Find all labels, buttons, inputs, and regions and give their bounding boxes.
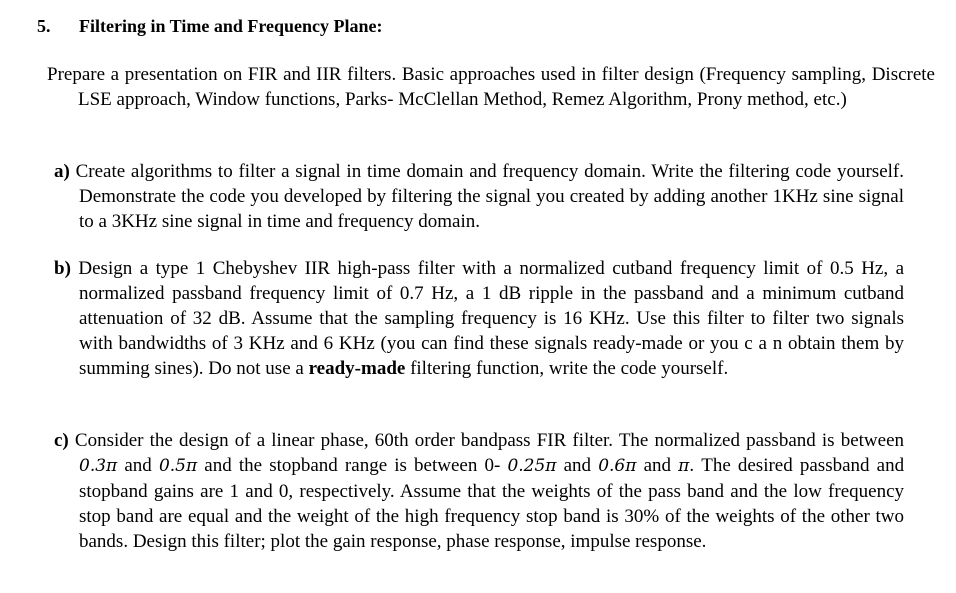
section-heading xyxy=(37,16,383,37)
item-c-label: c) xyxy=(54,430,69,451)
item-b-text-after: filtering function, write the code yourself. xyxy=(410,358,729,379)
item-c-math-2: 0.5π xyxy=(158,456,198,476)
item-c-math-5: π xyxy=(678,456,690,476)
item-a-label: a) xyxy=(54,161,70,182)
item-b-bold-phrase: ready-made xyxy=(308,358,406,379)
item-c xyxy=(54,428,904,554)
item-b xyxy=(54,256,904,381)
item-c-math-4: 0.6π xyxy=(598,456,637,476)
item-a-text: Create algorithms to filter a signal in time domain and frequency domain. Write the filtering code yourself. Demonstrate the code you developed by filtering the signal you created by adding another 1KHz sine signal to a 3KHz sine signal in time and frequency domain. xyxy=(75,161,904,232)
item-b-text-before: Design a type 1 Chebyshev IIR high-pass filter with a normalized cutband frequency limit of 0.5 Hz, a normalized passband frequency limit of 0.7 Hz, a 1 dB ripple in the passband and a minimum cutband attenuation of 32 dB. Assume that the sampling frequency is 16 KHz. Use this filter to filter two signals with bandwidths of 3 KHz and 6 KHz (you can find these signals ready-made or you c a n obtain them by summing sines). Do not use a xyxy=(78,258,904,379)
item-c-text-6: . The desired passband and stopband gains are 1 and 0, respectively. Assume that the weights of the pass band and the low frequency stop band are equal and the weight of the high frequency stop band is 30% of the weights of the other two bands. Design this filter; plot the gain response, phase response, impulse response. xyxy=(79,455,905,552)
item-c-math-1: 0.3π xyxy=(79,456,118,476)
item-c-math-3: 0.25π xyxy=(507,456,557,476)
item-c-text-1: Consider the design of a linear phase, 60th order bandpass FIR filter. The normalized passband is between xyxy=(74,430,904,451)
intro-paragraph: Prepare a presentation on FIR and IIR filters. Basic approaches used in filter design (Frequency sampling, Discrete LSE approach, Window functions, Parks- McClellan Method, Remez Algorithm, Prony method, etc.) xyxy=(47,64,935,110)
item-c-text-3: and the stopband range is between 0- xyxy=(204,455,501,476)
section-title: Filtering in Time and Frequency Plane: xyxy=(79,16,383,36)
item-a xyxy=(54,159,904,234)
item-c-text-5: and xyxy=(643,455,671,476)
section-number: 5. xyxy=(37,16,51,36)
item-c-text-2: and xyxy=(124,455,152,476)
item-b-label: b) xyxy=(54,258,71,279)
item-c-text-4: and xyxy=(563,455,592,476)
